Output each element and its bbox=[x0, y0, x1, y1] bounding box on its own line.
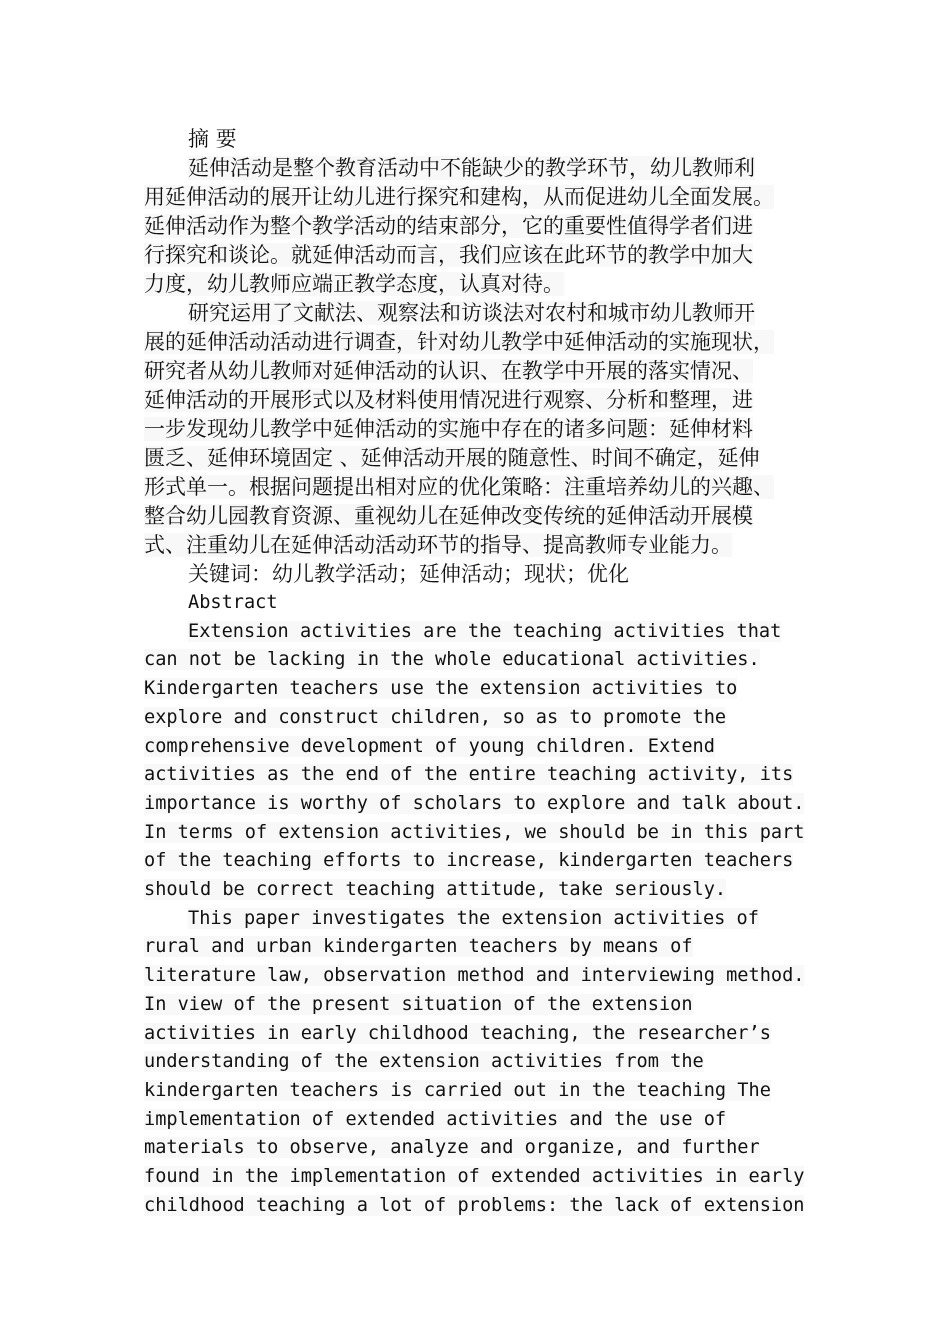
text-line-content: found in the implementation of extended activities in early bbox=[144, 1166, 805, 1188]
text-line bbox=[144, 933, 814, 962]
text-line-content: importance is worthy of scholars to explore and talk about. bbox=[144, 792, 805, 814]
text-line-content: materials to observe, analyze and organize, and further bbox=[144, 1137, 760, 1159]
text-line-content: 用延伸活动的展开让幼儿进行探究和建构，从而促进幼儿全面发展。 bbox=[144, 185, 774, 209]
english-abstract-paragraph-2 bbox=[144, 905, 814, 1221]
text-line bbox=[144, 1134, 814, 1163]
text-line bbox=[144, 270, 814, 299]
text-line-content: implementation of extended activities and the use of bbox=[144, 1108, 727, 1130]
text-line-content: understanding of the extension activities from the bbox=[144, 1051, 704, 1073]
text-line bbox=[144, 1163, 814, 1192]
text-line-content: Extension activities are the teaching activities that bbox=[188, 620, 782, 642]
text-line bbox=[144, 618, 814, 647]
text-line-content: 研究运用了文献法、观察法和访谈法对农村和城市幼儿教师开 bbox=[188, 301, 755, 325]
chinese-abstract-paragraph-2 bbox=[144, 299, 814, 560]
text-line-content: In view of the present situation of the extension bbox=[144, 993, 693, 1015]
text-line bbox=[144, 1106, 814, 1135]
text-line bbox=[144, 733, 814, 762]
text-line bbox=[144, 154, 814, 183]
text-line bbox=[144, 1077, 814, 1106]
english-abstract-paragraph-1 bbox=[144, 618, 814, 905]
text-line-content: 匮乏、延伸环境固定 、延伸活动开展的随意性、时间不确定，延伸 bbox=[144, 446, 760, 470]
text-line bbox=[144, 386, 814, 415]
text-line-content: 式、注重幼儿在延伸活动活动环节的指导、提高教师专业能力。 bbox=[144, 533, 732, 557]
chinese-keywords-text: 关键词：幼儿教学活动；延伸活动；现状；优化 bbox=[188, 562, 629, 586]
english-abstract-heading bbox=[144, 589, 814, 618]
text-line-content: 延伸活动作为整个教学活动的结束部分，它的重要性值得学者们进 bbox=[144, 214, 753, 238]
text-line bbox=[144, 473, 814, 502]
text-line-content: activities as the end of the entire teaching activity, its bbox=[144, 764, 794, 786]
text-line-content: 展的延伸活动活动进行调查，针对幼儿教学中延伸活动的实施现状， bbox=[144, 330, 774, 354]
text-line-content: rural and urban kindergarten teachers by means of bbox=[144, 936, 693, 958]
chinese-abstract-heading-text: 摘 要 bbox=[188, 127, 237, 151]
text-line-content: of the teaching efforts to increase, kindergarten teachers bbox=[144, 850, 794, 872]
text-line-content: 研究者从幼儿教师对延伸活动的认识、在教学中开展的落实情况、 bbox=[144, 359, 753, 383]
text-line bbox=[144, 444, 814, 473]
document-body bbox=[144, 125, 814, 1220]
text-line bbox=[144, 675, 814, 704]
text-line-content: 力度，幼儿教师应端正教学态度，认真对待。 bbox=[144, 272, 564, 296]
text-line-content: 形式单一。根据问题提出相对应的优化策略：注重培养幼儿的兴趣、 bbox=[144, 475, 774, 499]
text-line bbox=[144, 531, 814, 560]
text-line-content: 延伸活动的开展形式以及材料使用情况进行观察、分析和整理，进 bbox=[144, 388, 753, 412]
chinese-keywords bbox=[144, 560, 814, 589]
text-line bbox=[144, 328, 814, 357]
text-line bbox=[144, 905, 814, 934]
chinese-abstract-heading bbox=[144, 125, 814, 154]
text-line-content: 整合幼儿园教育资源、重视幼儿在延伸改变传统的延伸活动开展模 bbox=[144, 504, 753, 528]
text-line bbox=[144, 1192, 814, 1221]
text-line-content: 延伸活动是整个教育活动中不能缺少的教学环节，幼儿教师利 bbox=[188, 156, 755, 180]
text-line bbox=[144, 819, 814, 848]
text-line-content: activities in early childhood teaching, the researcher’s bbox=[144, 1022, 771, 1044]
text-line bbox=[144, 790, 814, 819]
text-line bbox=[144, 962, 814, 991]
text-line bbox=[144, 876, 814, 905]
text-line bbox=[144, 991, 814, 1020]
text-line bbox=[144, 183, 814, 212]
text-line bbox=[144, 415, 814, 444]
text-line bbox=[144, 357, 814, 386]
chinese-abstract-paragraph-1 bbox=[144, 154, 814, 299]
text-line bbox=[144, 502, 814, 531]
text-line-content: kindergarten teachers is carried out in the teaching The bbox=[144, 1079, 771, 1101]
text-line bbox=[144, 212, 814, 241]
text-line-content: explore and construct children, so as to promote the bbox=[144, 706, 727, 728]
text-line bbox=[144, 847, 814, 876]
text-line bbox=[144, 299, 814, 328]
text-line bbox=[144, 704, 814, 733]
text-line-content: 一步发现幼儿教学中延伸活动的实施中存在的诸多问题：延伸材料 bbox=[144, 417, 753, 441]
text-line-content: 行探究和谈论。就延伸活动而言，我们应该在此环节的教学中加大 bbox=[144, 243, 753, 267]
text-line-content: should be correct teaching attitude, take seriously. bbox=[144, 879, 727, 901]
text-line-content: can not be lacking in the whole educational activities. bbox=[144, 649, 760, 671]
text-line-content: This paper investigates the extension activities of bbox=[188, 907, 759, 929]
text-line bbox=[144, 1020, 814, 1049]
text-line-content: In terms of extension activities, we should be in this part bbox=[144, 821, 805, 843]
text-line bbox=[144, 646, 814, 675]
text-line bbox=[144, 1048, 814, 1077]
text-line-content: childhood teaching a lot of problems: the lack of extension bbox=[144, 1194, 805, 1216]
text-line-content: literature law, observation method and interviewing method. bbox=[144, 965, 805, 987]
text-line bbox=[144, 761, 814, 790]
text-line bbox=[144, 241, 814, 270]
text-line-content: Kindergarten teachers use the extension activities to bbox=[144, 678, 738, 700]
english-abstract-heading-text: Abstract bbox=[188, 592, 278, 613]
text-line-content: comprehensive development of young children. Extend bbox=[144, 735, 715, 757]
